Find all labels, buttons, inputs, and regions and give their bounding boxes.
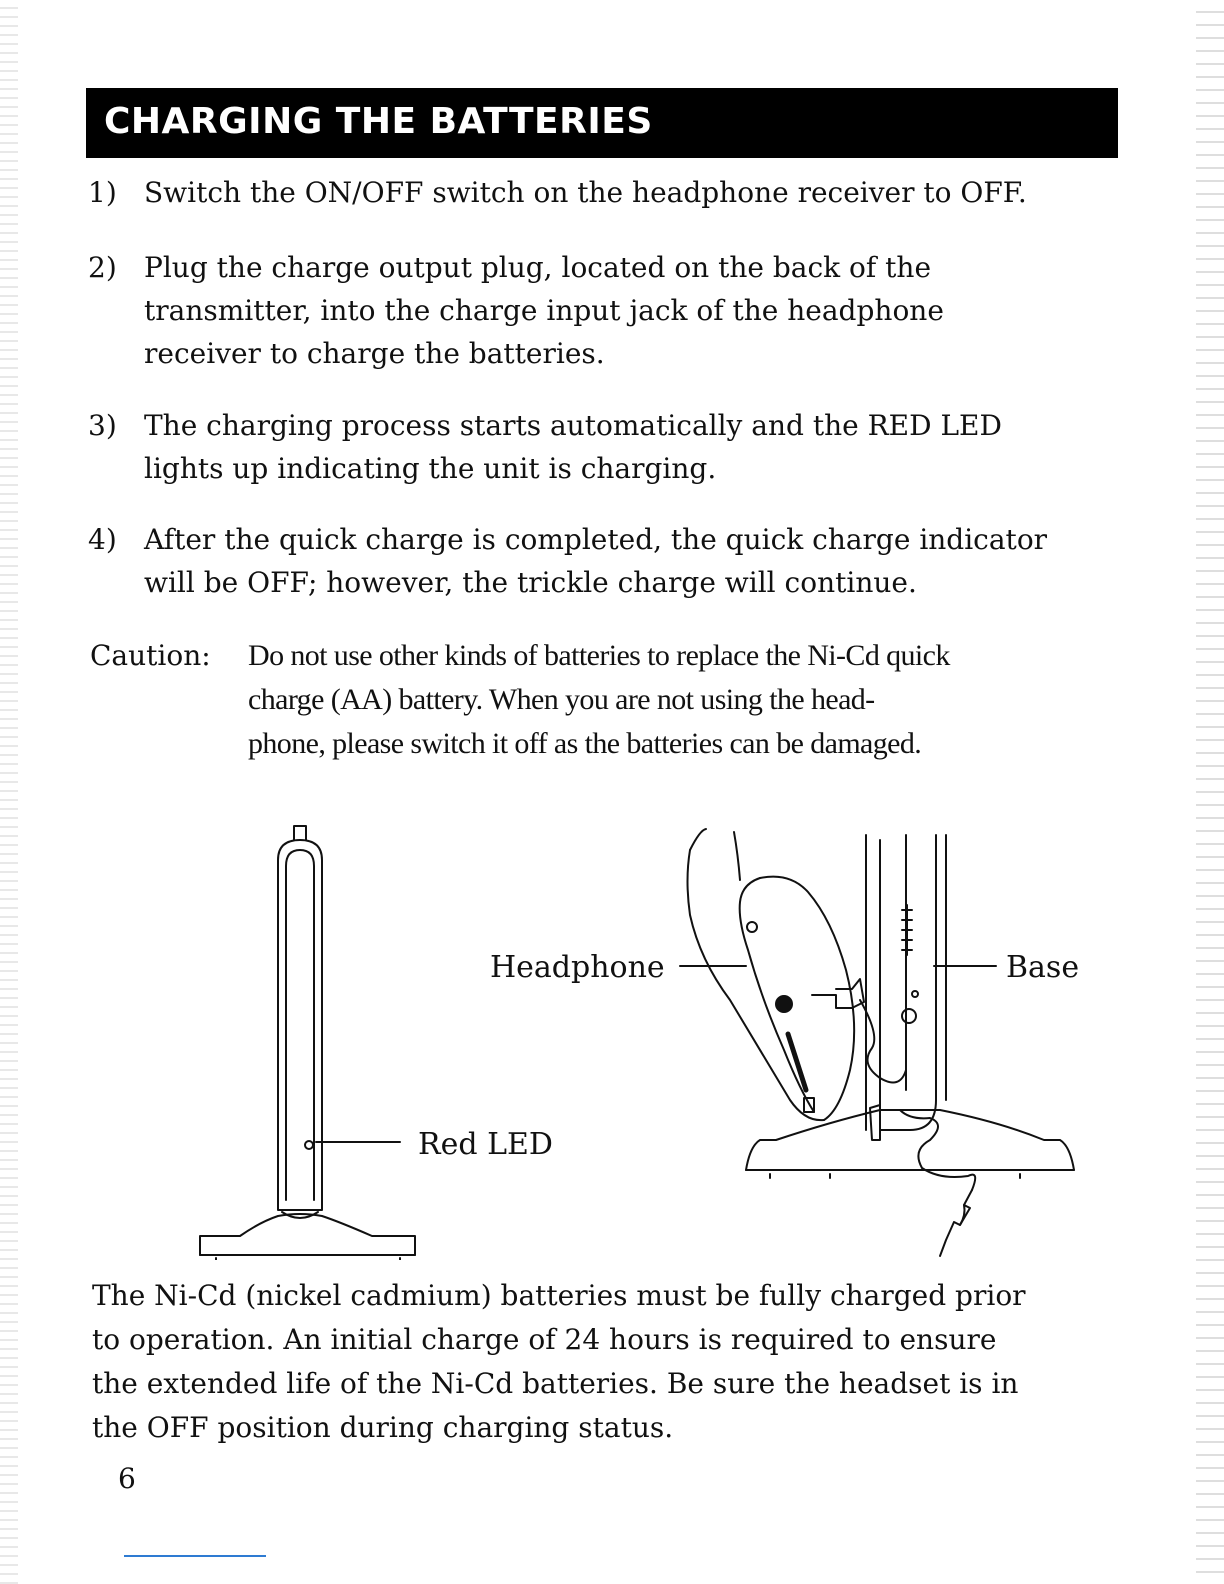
transmitter-drawing	[200, 826, 415, 1260]
caution-label: Caution:	[90, 639, 211, 672]
scan-edge-right	[1196, 0, 1224, 1584]
step-line: receiver to charge the batteries.	[144, 337, 605, 370]
step-number: 4)	[88, 523, 117, 556]
caution-text	[248, 634, 1128, 766]
base-drawing	[746, 835, 1074, 1256]
section-title: CHARGING THE BATTERIES	[104, 101, 653, 142]
paragraph-line: the extended life of the Ni-Cd batteries. Be sure the headset is in	[92, 1367, 1019, 1400]
caution-line: charge (AA) battery. When you are not using the head-	[248, 683, 875, 716]
step-text	[144, 246, 1124, 375]
step-line: Plug the charge output plug, located on the back of the	[144, 251, 932, 284]
step-number: 2)	[88, 251, 117, 284]
step-line: lights up indicating the unit is charging.	[144, 452, 717, 485]
base-label: Base	[1006, 950, 1080, 985]
section-header-bar	[86, 88, 1118, 158]
headphone-drawing	[688, 829, 855, 1120]
bottom-rule	[124, 1555, 266, 1557]
charging-illustration	[180, 820, 1100, 1260]
headphone-label: Headphone	[490, 950, 665, 985]
step-line: transmitter, into the charge input jack of the headphone	[144, 294, 944, 327]
battery-note-paragraph	[92, 1274, 1122, 1450]
step-text	[144, 404, 1124, 490]
step-line: The charging process starts automatically and the RED LED	[144, 409, 1002, 442]
scan-edge-left	[0, 0, 18, 1584]
step-line: will be OFF; however, the trickle charge will continue.	[144, 566, 917, 599]
paragraph-line: The Ni-Cd (nickel cadmium) batteries must be fully charged prior	[92, 1279, 1026, 1312]
step-number: 1)	[88, 176, 117, 209]
step-text	[144, 518, 1124, 604]
step-number: 3)	[88, 409, 117, 442]
step-line: After the quick charge is completed, the quick charge indicator	[144, 523, 1048, 556]
red-led-label: Red LED	[418, 1127, 553, 1162]
paragraph-line: to operation. An initial charge of 24 hours is required to ensure	[92, 1323, 997, 1356]
paragraph-line: the OFF position during charging status.	[92, 1411, 674, 1444]
page-number: 6	[118, 1462, 136, 1495]
caution-line: phone, please switch it off as the batteries can be damaged.	[248, 727, 922, 760]
step-text	[144, 171, 1124, 214]
caution-line: Do not use other kinds of batteries to replace the Ni-Cd quick	[248, 639, 950, 672]
step-line: Switch the ON/OFF switch on the headphone receiver to OFF.	[144, 176, 1027, 209]
